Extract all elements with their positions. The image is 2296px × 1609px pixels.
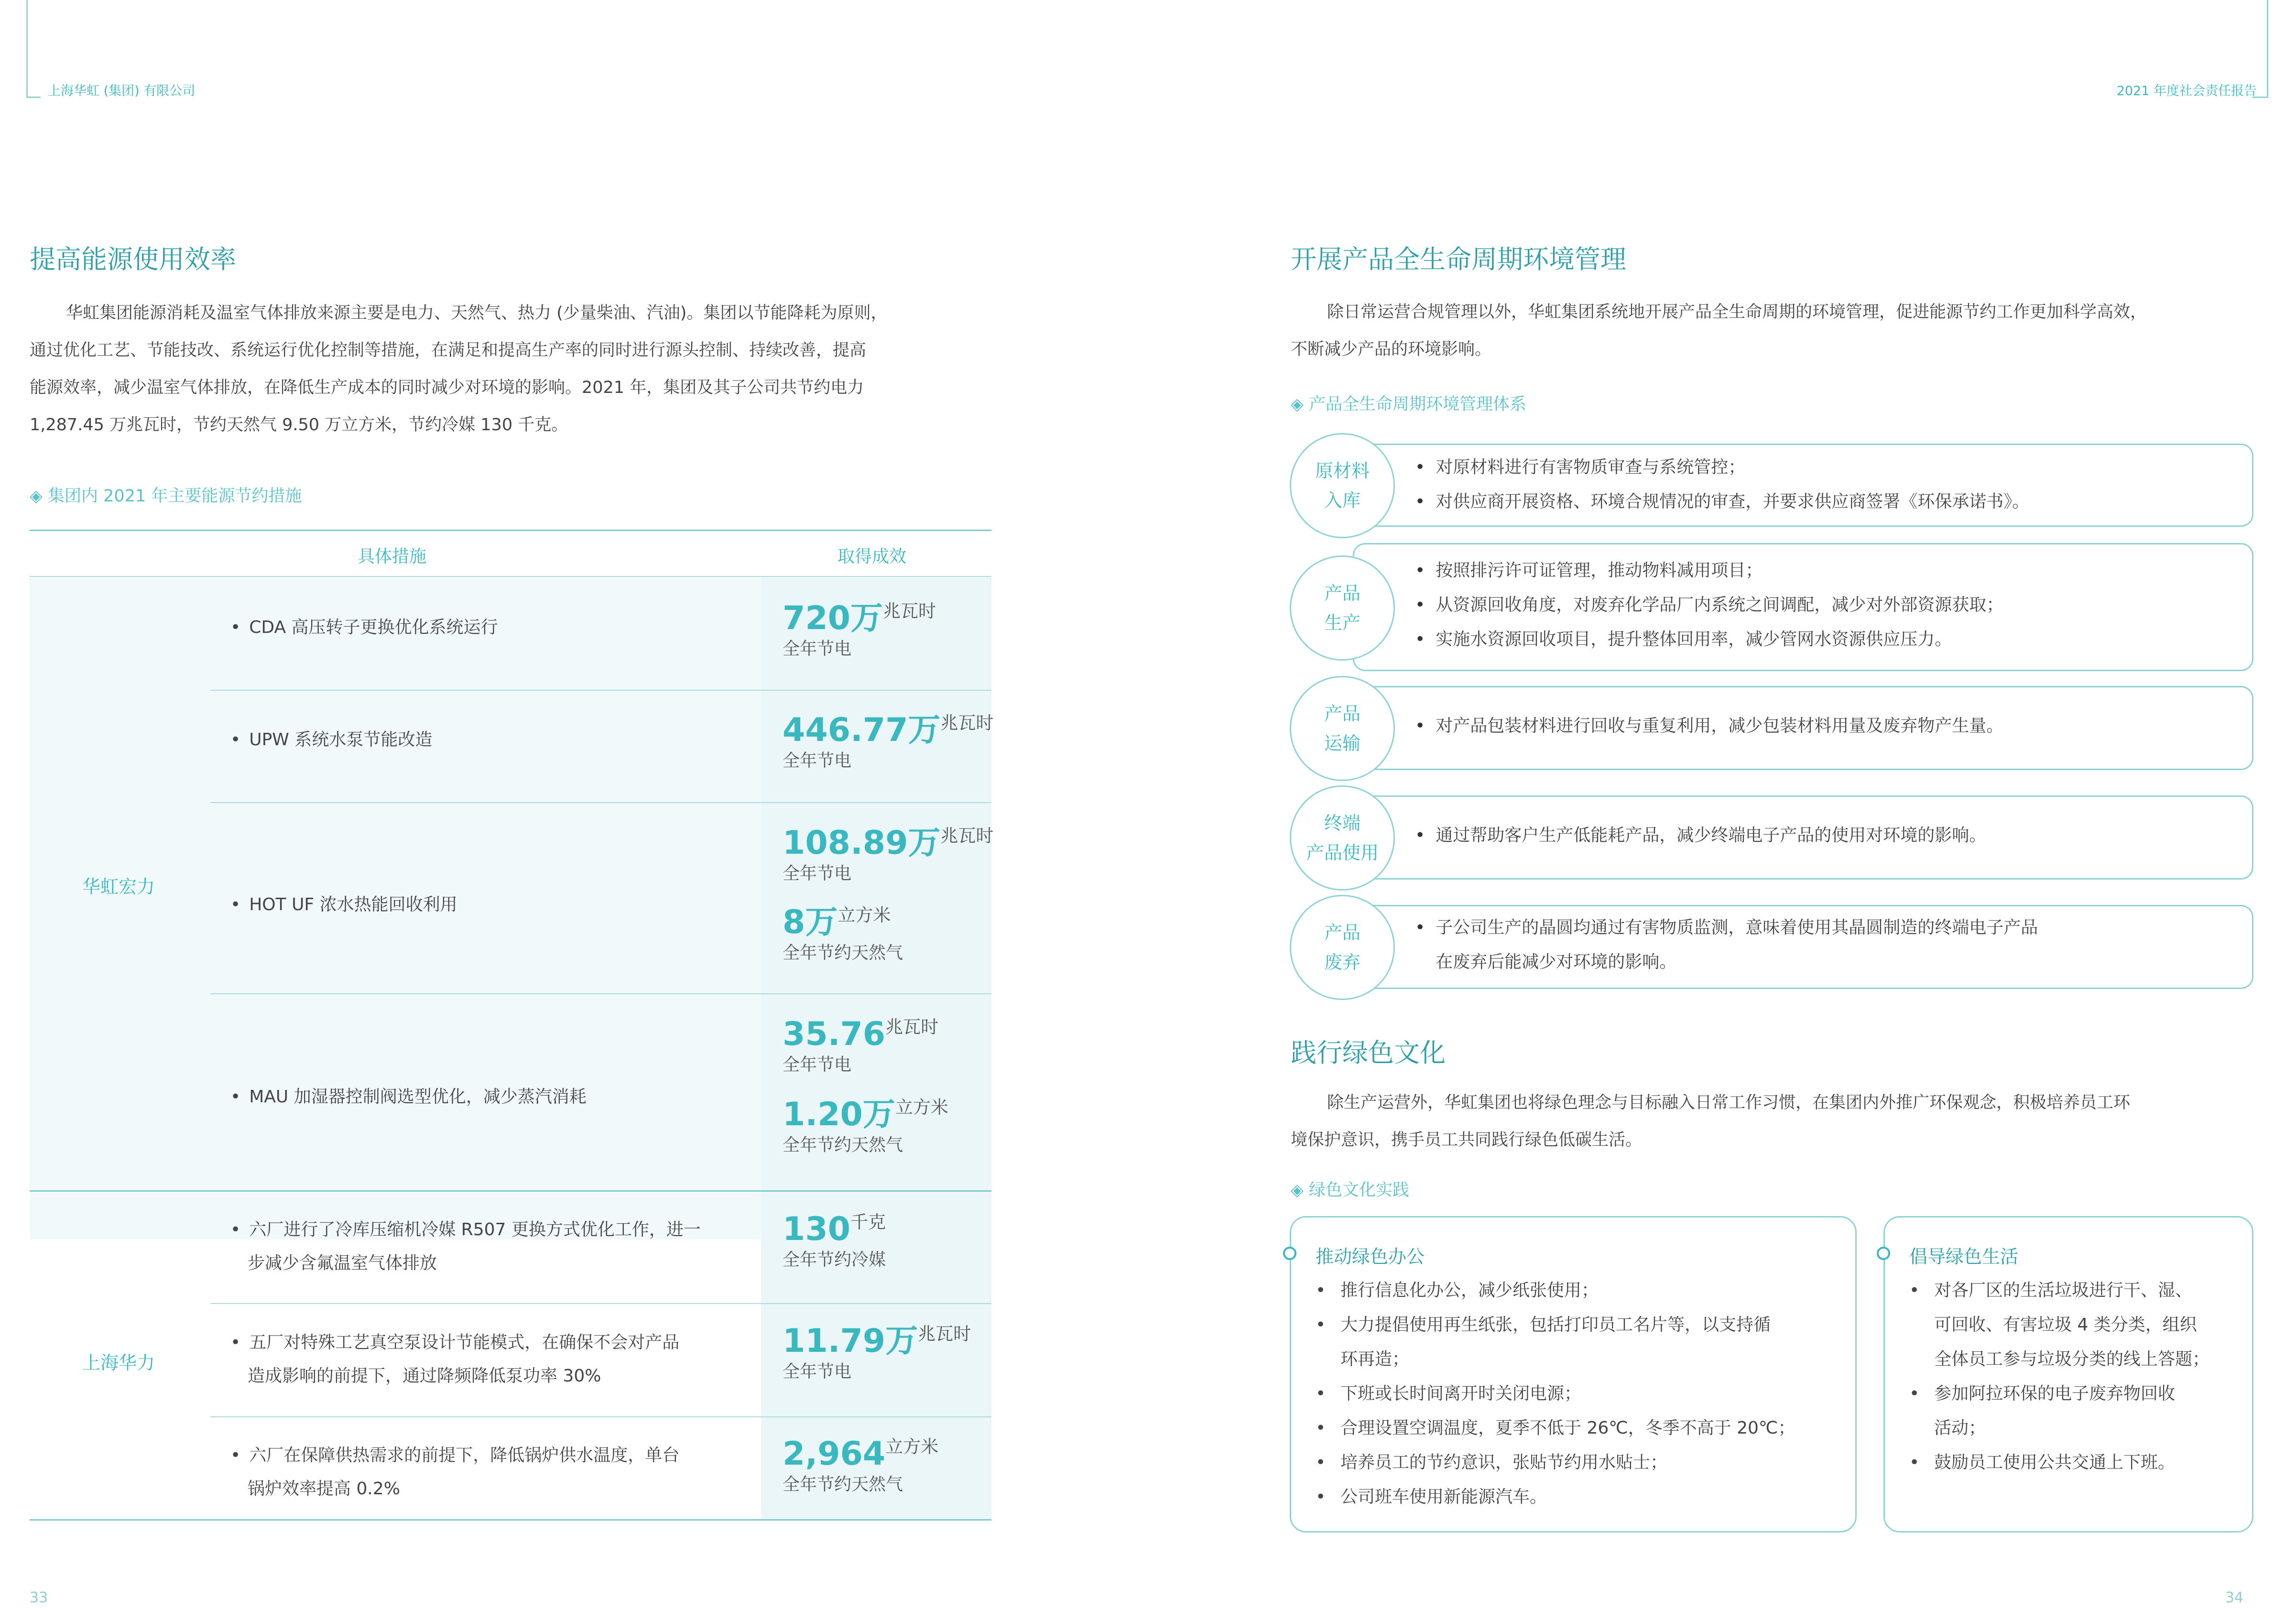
stage-label: 运输: [1324, 733, 1360, 754]
result-value: [783, 1435, 939, 1494]
page-number-right: 34: [2225, 1589, 2243, 1606]
measure-item: • UPW 系统水泵节能改造: [230, 730, 433, 750]
row-rule: [210, 690, 991, 691]
measure-line: • 五厂对特殊工艺真空泵设计节能模式，在确保不会对产品: [230, 1333, 680, 1352]
life-item-text: 对各厂区的生活垃圾进行干、湿、 可回收、有害垃圾 4 类分类，组织 全体员工参与垃圾分类的线上答题；: [1934, 1281, 2210, 1369]
stage-circle: [1290, 433, 1395, 538]
stage-label: 废弃: [1324, 952, 1360, 973]
header-right-rule: [2267, 0, 2268, 98]
result-number: 720万: [783, 599, 883, 637]
office-item-text: 培养员工的节约意识，张贴节约用水贴士；: [1340, 1453, 1668, 1472]
measure-line: 锅炉效率提高 0.2%: [248, 1479, 400, 1499]
stage-item: • 实施水资源回收项目，提升整体回用率，减少管网水资源供应压力。: [1415, 630, 1952, 649]
row-rule: [210, 993, 991, 994]
measure-item: • HOT UF 浓水热能回收利用: [230, 895, 457, 914]
stage-label: 产品: [1324, 583, 1360, 604]
page-number-left: 33: [30, 1589, 48, 1606]
green-paragraph: [1291, 1084, 2266, 1159]
office-item-text: 下班或长时间离开时关闭电源；: [1340, 1384, 1582, 1403]
stage-circle: [1290, 895, 1395, 1000]
row-rule: [210, 1416, 991, 1417]
stage-item: • 按照排污许可证管理，推动物料减用项目；: [1415, 561, 1763, 580]
stage-item: • 通过帮助客户生产低能耗产品，减少终端电子产品的使用对环境的影响。: [1415, 826, 1987, 845]
life-item-text: 鼓励员工使用公共交通上下班。: [1934, 1453, 2176, 1472]
measure-line: • 六厂在保障供热需求的前提下，降低锅炉供水温度，单台: [230, 1446, 680, 1465]
lifecycle-line: 不断减少产品的环境影响。: [1291, 340, 1492, 359]
intro-line: 能源效率，减少温室气体排放，在降低生产成本的同时减少对环境的影响。2021 年，集团及其子公司共节约电力: [30, 378, 864, 397]
result-number: 130: [783, 1210, 850, 1248]
result-number: 2,964: [783, 1435, 886, 1473]
result-value: [783, 1015, 939, 1075]
result-note: 全年节约冷媒: [783, 1250, 886, 1270]
life-item: • 参加阿拉环保的电子废弃物回收 活动；: [1909, 1384, 2176, 1438]
measure-item: • CDA 高压转子更换优化系统运行: [230, 618, 498, 637]
office-ring-icon: [1283, 1247, 1296, 1260]
stage-items: [1415, 450, 2029, 519]
result-value: [783, 711, 994, 771]
header-measure: 具体措施: [358, 547, 427, 566]
office-title: 推动绿色办公: [1316, 1246, 1425, 1267]
office-item: • 大力提倡使用再生纸张，包括打印员工名片等，以支持循 环再造；: [1316, 1315, 1771, 1369]
life-list: [1909, 1273, 2244, 1480]
header-result: 取得成效: [838, 547, 907, 566]
office-item: • 公司班车使用新能源汽车。: [1316, 1487, 1547, 1507]
green-line: 除生产运营外，华虹集团也将绿色理念与目标融入日常工作习惯，在集团内外推广环保观念，积极培养员工环: [1327, 1093, 2131, 1112]
green-section-title: 践行绿色文化: [1291, 1038, 1446, 1068]
stage-circle: [1290, 785, 1395, 891]
result-number: 446.77万: [783, 711, 941, 749]
header-company: 上海华虹 (集团) 有限公司: [48, 84, 196, 98]
result-value: [783, 903, 903, 963]
result-note: 全年节电: [783, 751, 852, 771]
stage-circle: [1290, 676, 1395, 781]
result-note: 全年节约天然气: [783, 943, 903, 963]
stage-item-text: 按照排污许可证管理，推动物料减用项目；: [1436, 561, 1763, 580]
measure-item: • MAU 加湿器控制阀选型优化，减少蒸汽消耗: [230, 1087, 587, 1107]
stage-item: • 从资源回收角度，对废弃化学品厂内系统之间调配，减少对外部资源获取；: [1415, 595, 2004, 615]
measure-item: [230, 1326, 747, 1393]
result-note: 全年节约天然气: [783, 1135, 903, 1155]
stage-item: • 对供应商开展资格、环境合规情况的审查，并要求供应商签署《环保承诺书》。: [1415, 492, 2030, 511]
stage-item-text: 从资源回收角度，对废弃化学品厂内系统之间调配，减少对外部资源获取；: [1436, 595, 2004, 615]
result-unit: 立方米: [885, 1436, 939, 1457]
life-ring-icon: [1877, 1247, 1890, 1260]
result-number: 1.20万: [783, 1096, 895, 1133]
result-value: [783, 1210, 886, 1270]
result-unit: 兆瓦时: [918, 1324, 971, 1344]
stage-item-text: 子公司生产的晶圆均通过有害物质监测，意味着使用其晶圆制造的终端电子产品 在废弃后能减少对环境的影响。: [1436, 918, 2038, 972]
intro-line: 通过优化工艺、节能技改、系统运行优化控制等措施，在满足和提高生产率的同时进行源头控制、持续改善，提高: [30, 341, 867, 360]
life-item-text: 参加阿拉环保的电子废弃物回收 活动；: [1934, 1384, 2176, 1438]
group-name: 上海华力: [82, 1352, 155, 1373]
result-unit: 兆瓦时: [940, 826, 994, 846]
row-rule: [210, 1303, 991, 1304]
stage-item-text: 实施水资源回收项目，提升整体回用率，减少管网水资源供应压力。: [1436, 630, 1952, 649]
result-note: 全年节电: [783, 1055, 852, 1075]
measure-text: 六厂在保障供热需求的前提下，降低锅炉供水温度，单台: [249, 1446, 680, 1465]
measure-text: 六厂进行了冷库压缩机冷媒 R507 更换方式优化工作，进一: [249, 1220, 701, 1239]
intro-line: 华虹集团能源消耗及温室气体排放来源主要是电力、天然气、热力 (少量柴油、汽油)。集团以节能降耗为原则，: [66, 304, 888, 323]
measure-line: • 六厂进行了冷库压缩机冷媒 R507 更换方式优化工作，进一: [230, 1220, 701, 1239]
stage-item-text: 对供应商开展资格、环境合规情况的审查，并要求供应商签署《环保承诺书》。: [1436, 492, 2030, 511]
header-rule: [30, 576, 991, 577]
result-unit: 兆瓦时: [882, 601, 936, 621]
result-unit: 立方米: [838, 905, 891, 925]
stage-item-text: 对原材料进行有害物质审查与系统管控；: [1436, 457, 1746, 477]
green-subtitle: ◈ 绿色文化实践: [1291, 1181, 1410, 1200]
office-item-text: 大力提倡使用再生纸张，包括打印员工名片等，以支持循 环再造；: [1340, 1315, 1771, 1369]
result-unit: 千克: [850, 1212, 886, 1232]
energy-measures-table: [30, 530, 994, 1524]
result-note: 全年节电: [783, 639, 852, 659]
stage-item: • 对原材料进行有害物质审查与系统管控；: [1415, 457, 1746, 477]
result-value: [783, 824, 994, 883]
measure-line: 造成影响的前提下，通过降频降低泵功率 30%: [248, 1366, 601, 1386]
office-item: • 合理设置空调温度，夏季不低于 26℃，冬季不高于 20℃；: [1316, 1418, 1795, 1438]
measure-text: CDA 高压转子更换优化系统运行: [249, 618, 498, 637]
table-title: ◈ 集团内 2021 年主要能源节约措施: [30, 487, 302, 506]
measure-text: 五厂对特殊工艺真空泵设计节能模式，在确保不会对产品: [249, 1333, 680, 1352]
stage-items: [1415, 709, 2003, 743]
measure-text: UPW 系统水泵节能改造: [249, 730, 433, 750]
stage-label: 终端: [1324, 813, 1360, 834]
measure-line: 步减少含氟温室气体排放: [248, 1253, 437, 1273]
stage-item: • 对产品包装材料进行回收与重复利用，减少包装材料用量及废弃物产生量。: [1415, 716, 2004, 736]
result-number: 8万: [783, 903, 838, 941]
header-report: 2021 年度社会责任报告: [2116, 84, 2257, 98]
stage-label: 产品: [1324, 922, 1360, 943]
header-left-rule: [26, 0, 28, 98]
office-item: • 下班或长时间离开时关闭电源；: [1316, 1384, 1582, 1403]
stage-label: 生产: [1324, 612, 1360, 633]
stage-circle: [1290, 555, 1395, 661]
life-item: • 对各厂区的生活垃圾进行干、湿、 可回收、有害垃圾 4 类分类，组织 全体员工参与垃圾分类的线上答题；: [1909, 1281, 2210, 1369]
life-title: 倡导绿色生活: [1909, 1246, 2019, 1267]
stage-label: 入库: [1324, 490, 1360, 511]
life-item: • 鼓励员工使用公共交通上下班。: [1909, 1453, 2176, 1472]
header-left-tick: [26, 97, 41, 98]
green-line: 境保护意识，携手员工共同践行绿色低碳生活。: [1291, 1131, 1643, 1150]
result-unit: 兆瓦时: [940, 713, 994, 733]
result-number: 108.89万: [783, 824, 941, 862]
office-item-text: 合理设置空调温度，夏季不低于 26℃，冬季不高于 20℃；: [1340, 1418, 1795, 1438]
stage-item-text: 通过帮助客户生产低能耗产品，减少终端电子产品的使用对环境的影响。: [1436, 826, 1987, 845]
lifecycle-paragraph: [1291, 294, 2266, 368]
result-number: 11.79万: [783, 1322, 918, 1360]
result-value: [783, 1098, 948, 1154]
result-number: 35.76: [783, 1015, 886, 1053]
stage-item-text: 对产品包装材料进行回收与重复利用，减少包装材料用量及废弃物产生量。: [1436, 716, 2004, 736]
table-bottom-rule: [30, 1519, 991, 1521]
result-unit: 兆瓦时: [885, 1017, 939, 1037]
measure-text: MAU 加湿器控制阀选型优化，减少蒸汽消耗: [249, 1087, 587, 1107]
table-top-rule: [30, 530, 991, 531]
stage-label: 产品: [1324, 703, 1360, 724]
measure-text: HOT UF 浓水热能回收利用: [249, 895, 457, 914]
office-item-text: 公司班车使用新能源汽车。: [1340, 1487, 1547, 1507]
result-value: [783, 1322, 971, 1381]
office-item: • 推行信息化办公，减少纸张使用；: [1316, 1281, 1599, 1300]
result-value: [783, 599, 936, 659]
group-name: 华虹宏力: [82, 876, 155, 897]
lifecycle-line: 除日常运营合规管理以外，华虹集团系统地开展产品全生命周期的环境管理，促进能源节约工作更加科学高效，: [1327, 303, 2147, 322]
stage-label: 原材料: [1315, 460, 1370, 481]
office-item-text: 推行信息化办公，减少纸张使用；: [1340, 1281, 1599, 1300]
stage-items: [1415, 911, 2038, 979]
intro-paragraph: [30, 294, 991, 444]
stage-items: [1415, 554, 2003, 657]
intro-line: 1,287.45 万兆瓦时，节约天然气 9.50 万立方米，节约冷媒 130 千克。: [30, 415, 568, 435]
office-item: • 培养员工的节约意识，张贴节约用水贴士；: [1316, 1453, 1668, 1472]
stage-items: [1415, 818, 1986, 853]
office-list: [1316, 1273, 1841, 1514]
lifecycle-subtitle: ◈ 产品全生命周期环境管理体系: [1291, 395, 1527, 414]
measure-item: [230, 1213, 747, 1280]
stage-item: • 子公司生产的晶圆均通过有害物质监测，意味着使用其晶圆制造的终端电子产品 在废弃后能减少对环境的影响。: [1415, 911, 2038, 979]
page-title: 提高能源使用效率: [30, 244, 236, 274]
stage-label: 产品使用: [1306, 842, 1379, 863]
row-rule: [210, 802, 991, 803]
measure-item: [230, 1439, 747, 1506]
result-note: 全年节约天然气: [783, 1475, 903, 1494]
group-rule: [30, 1190, 991, 1192]
result-unit: 立方米: [895, 1097, 948, 1118]
lifecycle-section-title: 开展产品全生命周期环境管理: [1291, 244, 1626, 274]
result-note: 全年节电: [783, 864, 852, 883]
result-note: 全年节电: [783, 1362, 852, 1381]
